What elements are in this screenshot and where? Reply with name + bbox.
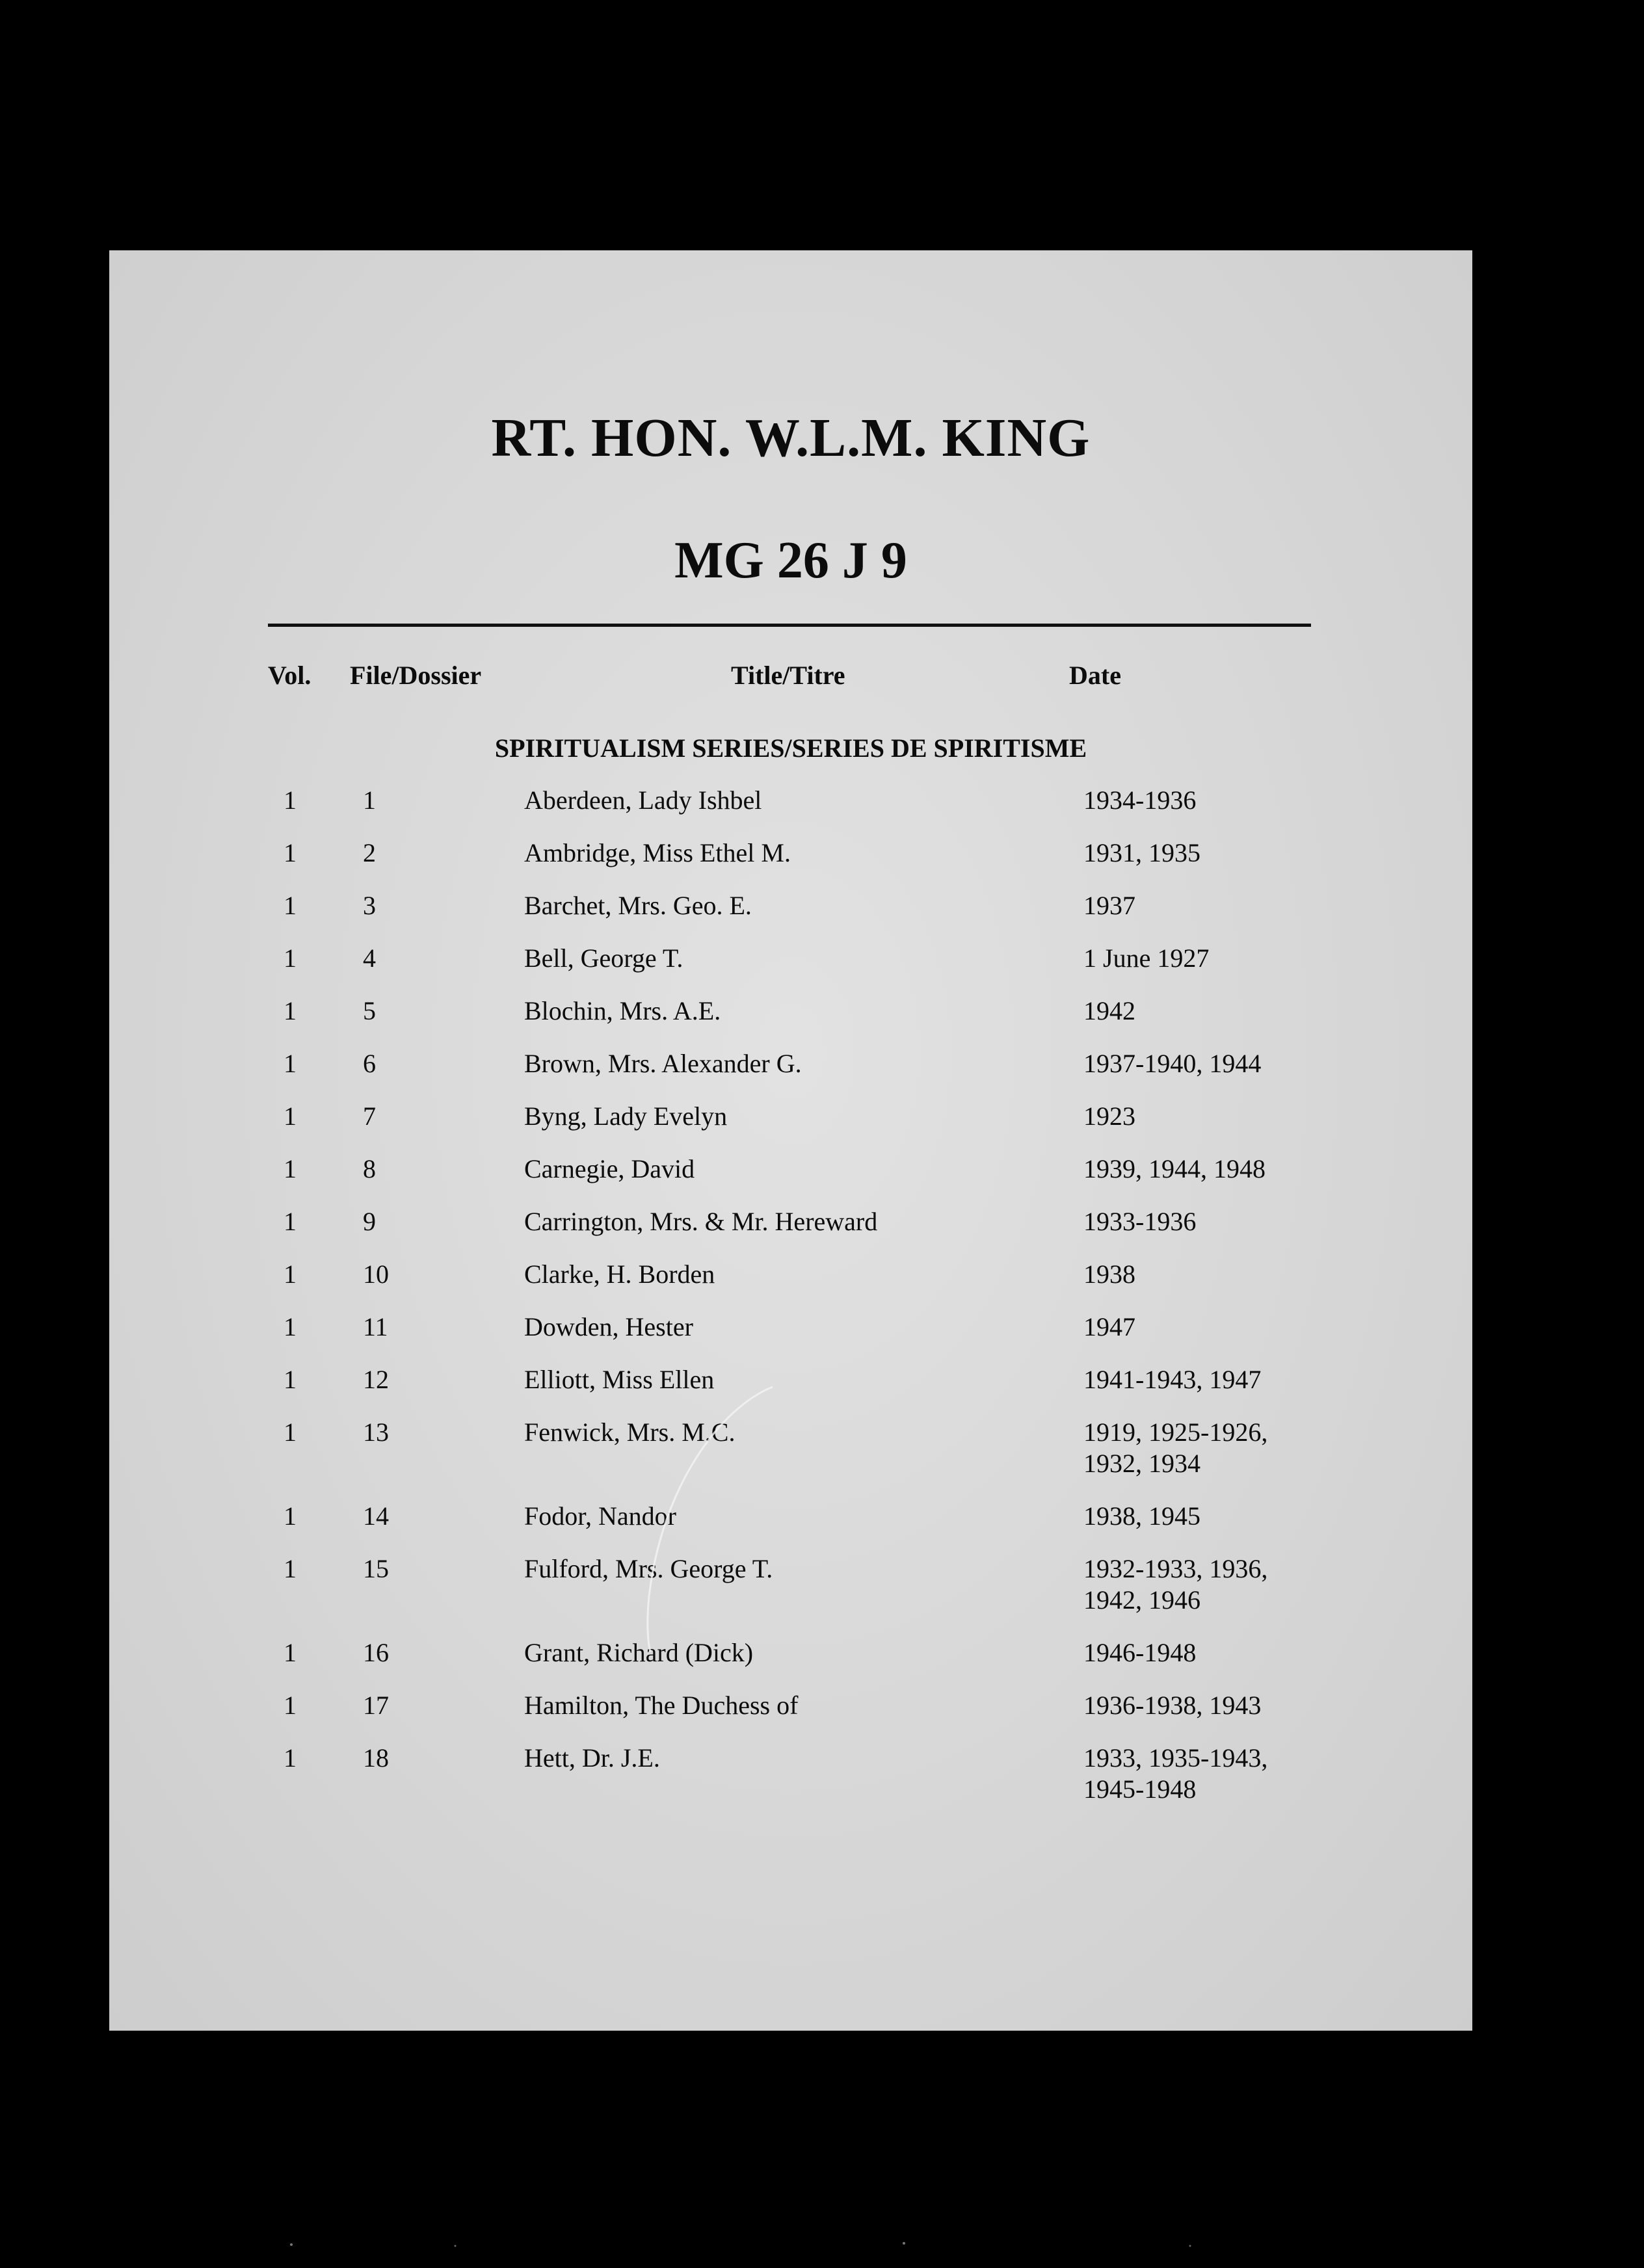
entry-vol: 1 (284, 1207, 297, 1236)
header-divider (268, 624, 1311, 627)
entry-file: 3 (363, 891, 376, 920)
entry-file: 6 (363, 1049, 376, 1078)
entry-vol: 1 (284, 1049, 297, 1078)
entry-date: 1933, 1935-1943, 1945-1948 (1083, 1743, 1268, 1804)
entry-title: Hett, Dr. J.E. (524, 1743, 660, 1773)
entry-file: 12 (363, 1365, 389, 1394)
entry-date: 1932-1933, 1936, 1942, 1946 (1083, 1554, 1268, 1615)
entry-vol: 1 (284, 1154, 297, 1183)
entry-file: 15 (363, 1554, 389, 1583)
entry-date: 1 June 1927 (1083, 943, 1210, 973)
entry-vol: 1 (284, 1312, 297, 1341)
entry-date: 1938, 1945 (1083, 1501, 1200, 1531)
entry-vol: 1 (284, 996, 297, 1025)
entry-vol: 1 (284, 785, 297, 815)
entry-title: Blochin, Mrs. A.E. (524, 996, 721, 1025)
entry-title: Elliott, Miss Ellen (524, 1365, 715, 1394)
series-heading: SPIRITUALISM SERIES/SERIES DE SPIRITISME (494, 733, 1087, 763)
scan-speck-marks (0, 2237, 1644, 2250)
column-header-file: File/Dossier (350, 661, 482, 690)
entry-file: 5 (363, 996, 376, 1025)
column-header-title: Title/Titre (731, 661, 845, 690)
entry-date: 1937-1940, 1944 (1083, 1049, 1262, 1078)
entry-title: Fenwick, Mrs. M.C. (524, 1418, 736, 1447)
entry-title: Grant, Richard (Dick) (524, 1638, 754, 1667)
entry-date: 1931, 1935 (1083, 838, 1200, 867)
entry-file: 8 (363, 1154, 376, 1183)
entry-file: 16 (363, 1638, 389, 1667)
entry-vol: 1 (284, 891, 297, 920)
entry-title: Dowden, Hester (524, 1312, 693, 1341)
entry-date: 1941-1943, 1947 (1083, 1365, 1262, 1394)
entry-file: 4 (363, 943, 376, 973)
entry-date: 1933-1936 (1083, 1207, 1197, 1236)
column-header-vol: Vol. (268, 661, 312, 690)
column-header-date: Date (1069, 661, 1121, 690)
entry-file: 2 (363, 838, 376, 867)
entry-date: 1923 (1083, 1101, 1135, 1131)
entry-vol: 1 (284, 1743, 297, 1773)
document-page (109, 250, 1472, 2031)
entry-date: 1936-1938, 1943 (1083, 1691, 1262, 1720)
entry-vol: 1 (284, 838, 297, 867)
reference-number: MG 26 J 9 (674, 532, 907, 589)
entry-file: 13 (363, 1418, 389, 1447)
entry-file: 9 (363, 1207, 376, 1236)
entry-file: 10 (363, 1259, 389, 1289)
entry-date: 1919, 1925-1926, 1932, 1934 (1083, 1418, 1268, 1478)
entry-title: Barchet, Mrs. Geo. E. (524, 891, 752, 920)
entry-date: 1946-1948 (1083, 1638, 1197, 1667)
entry-file: 14 (363, 1501, 389, 1531)
entry-vol: 1 (284, 1554, 297, 1583)
entry-vol: 1 (284, 1691, 297, 1720)
entry-file: 17 (363, 1691, 389, 1720)
entry-date: 1937 (1083, 891, 1135, 920)
page-title: RT. HON. W.L.M. KING (491, 408, 1091, 468)
entry-title: Clarke, H. Borden (524, 1259, 715, 1289)
entry-title: Fulford, Mrs. George T. (524, 1554, 773, 1583)
entry-title: Carnegie, David (524, 1154, 695, 1183)
entry-date: 1942 (1083, 996, 1135, 1025)
entry-title: Fodor, Nandor (524, 1501, 676, 1531)
entry-file: 1 (363, 785, 376, 815)
entry-file: 18 (363, 1743, 389, 1773)
entry-title: Brown, Mrs. Alexander G. (524, 1049, 802, 1078)
entry-title: Ambridge, Miss Ethel M. (524, 838, 791, 867)
entry-date: 1947 (1083, 1312, 1135, 1341)
entry-title: Carrington, Mrs. & Mr. Hereward (524, 1207, 878, 1236)
entry-vol: 1 (284, 1101, 297, 1131)
entry-vol: 1 (284, 943, 297, 973)
entry-vol: 1 (284, 1365, 297, 1394)
entry-vol: 1 (284, 1638, 297, 1667)
entry-date: 1939, 1944, 1948 (1083, 1154, 1266, 1183)
entry-title: Byng, Lady Evelyn (524, 1101, 728, 1131)
entry-title: Aberdeen, Lady Ishbel (524, 785, 762, 815)
entry-date: 1938 (1083, 1259, 1135, 1289)
entry-vol: 1 (284, 1501, 297, 1531)
entry-file: 7 (363, 1101, 376, 1131)
entry-file: 11 (363, 1312, 388, 1341)
entry-vol: 1 (284, 1418, 297, 1447)
entry-date: 1934-1936 (1083, 785, 1197, 815)
entry-vol: 1 (284, 1259, 297, 1289)
entry-title: Bell, George T. (524, 943, 683, 973)
entry-title: Hamilton, The Duchess of (524, 1691, 799, 1720)
